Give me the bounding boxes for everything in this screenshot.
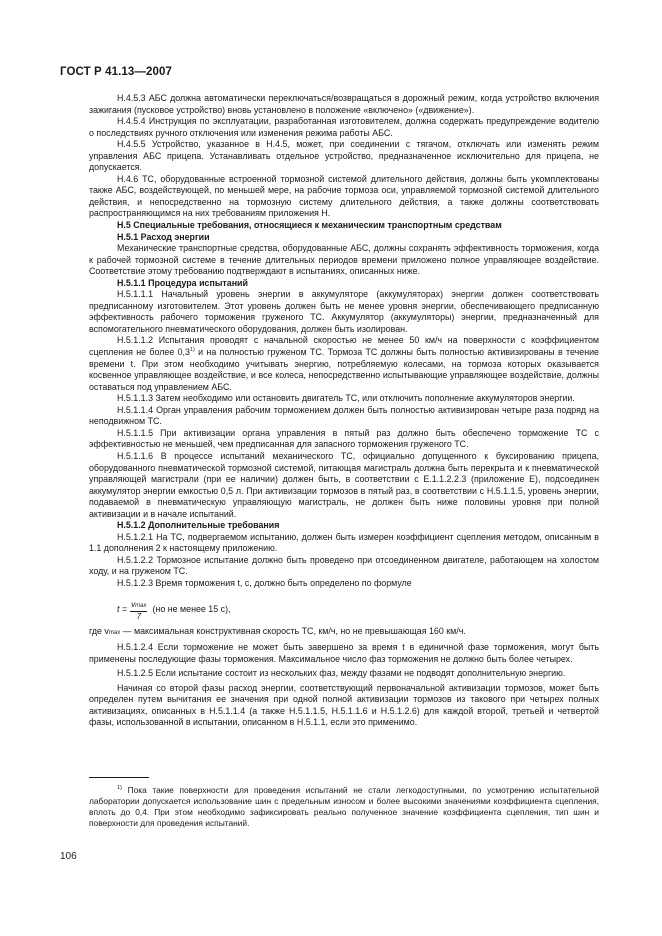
footnote-mark: 1) [117, 785, 122, 792]
paragraph: Н.4.5.5 Устройство, указанное в Н.4.5, может, при соединении с тягачом, отключать или изменять режим управления АБС прицепа. Устанавливать отдельное устройство, предназначенное исключительно для прицепа, не допускается. [89, 139, 599, 173]
main-text [89, 93, 599, 729]
paragraph: Н.5.1.1.3 Затем необходимо или остановить двигатель ТС, или отключить пополнение аккумуляторов энергии. [117, 393, 575, 404]
paragraph: Н.5.1.2.3 Время торможения t, с, должно быть определено по формуле [117, 577, 412, 588]
formula-numerator: vmax [130, 600, 147, 612]
paragraph: Н.4.6 ТС, оборудованные встроенной тормозной системой длительного действия, должны быть укомплектованы также АБС, воздействующей, по меньшей мере, на рабочие тормоза оси, управляемой тормозной системой длительного действия, и непосредственно на тормозную систему длительного действия, а также должны соответствовать распространяющимся на них требованиям приложения Н. [89, 173, 599, 219]
formula-denominator: 7 [136, 611, 142, 621]
document-header: ГОСТ Р 41.13—2007 [60, 66, 172, 78]
section-heading: Н.5.1.1 Процедура испытаний [117, 277, 248, 288]
paragraph: Н.5.1.2.5 Если испытание состоит из нескольких фаз, между фазами не подводят дополнительную энергию. [117, 668, 566, 679]
footnote-text: Пока такие поверхности для проведения испытаний не стали легкодоступными, по усмотрению испытательной лаборатории допускается использование шин с предельным износом и более высокими значениями коэффициента сцепления, вплоть до 0,4. При этом необходимо зафиксировать реально полученное значение коэффициента сцепления, тип шин и поверхности для проведения испытаний. [89, 785, 600, 828]
paragraph: Н.5.1.2.4 Если торможение не может быть завершено за время t в единичной фазе торможения, могут быть применены последующие фазы торможения. Максимальное число фаз торможения не должно быть более четырех. [89, 642, 599, 664]
paragraph: Начиная со второй фазы расход энергии, соответствующий первоначальной активизации тормозов, может быть определен путем вычитания ее значения при одной полной активизации тормозов из такового при четырех полных активизациях, описанных в Н.5.1.1.4 (а также Н.5.1.1.5, Н.5.1.1.6 и Н.5.1.2.6) для каждой второй, третьей и четвертой фазы, использованной в испытании, описанном в Н.5.1.1, если это применимо. [89, 682, 599, 728]
section-heading: Н.5.1 Расход энергии [117, 231, 210, 242]
paragraph: Н.5.1.2.1 На ТС, подвергаемом испытанию, должен быть измерен коэффициент сцепления методом, описанным в 1.1 дополнения 2 к настоящему приложению. [89, 531, 599, 554]
footnote-divider [89, 777, 149, 778]
paragraph: Н.5.1.1.5 При активизации органа управления в пятый раз должно быть обеспечено торможение ТС с эффективностью не меньшей, чем предписанная для запасного торможения груженого ТС. [89, 427, 599, 450]
paragraph: Н.5.1.1.6 В процессе испытаний механического ТС, официально допущенного к буксированию прицепа, оборудованного пневматической тормозной системой, питающая магистраль должна быть перекрыта и к пневматической управляющей магистрали (при ее наличии) должен быть, в соответствии с Е.1.1.2.2.3 (приложение Е), подсоединен аккумулятор энергии емкостью 0,5 л. При активизации тормозов в пятый раз, в соответствии с Н.5.1.1.5, уровень энергии, подаваемой в пневматическую управляющую магистраль, не должен быть ниже половины уровня при полной активизации и в начале испытаний. [89, 450, 599, 519]
paragraph-part: и на полностью груженом ТС. Тормоза ТС должны быть полностью активизированы в течение времени t. При этом необходимо учитывать энергию, потребляемую колесами, на тормоза которых оказывается косвенное управляющее воздействие, и все колеса, непосредственно испытывающие управляющее воздействие, должны оставаться под управлением АБС. [89, 347, 599, 392]
paragraph: Н.4.5.4 Инструкция по эксплуатации, разработанная изготовителем, должна содержать предупреждение водителю о последствиях ручного отключения или изменения режима работы АБС. [89, 116, 599, 138]
formula-lhs: t = [117, 604, 128, 615]
paragraph: Н.5.1.1.1 Начальный уровень энергии в аккумуляторе (аккумуляторах) энергии должен соответствовать предписанному изготовителем. Этот уровень должен быть не менее уровня энергии, обеспечивающего предписанную эффективность рабочего торможения груженого ТС. Аккумулятор (аккумуляторы) энергии, предназначенный для вспомогательного пневматического оборудования, должен быть изолирован. [89, 289, 599, 334]
formula-note: (но не менее 15 с), [152, 604, 231, 615]
paragraph: Н.5.1.2.2 Тормозное испытание должно быть проведено при отсоединенном двигателе, работающем на холостом ходу, и на груженом ТС. [89, 554, 599, 577]
paragraph-part: Н.5.1.1.2 Испытания проводят с начальной скоростью не менее 50 км/ч на поверхности с коэффициентом сцепления не более 0,3 [89, 335, 599, 358]
formula-fraction [130, 600, 147, 621]
section-heading: Н.5.1.2 Дополнительные требования [117, 520, 280, 531]
footnote-ref: 1) [189, 347, 195, 354]
footnote [89, 785, 599, 829]
formula-explanation: где vmax — максимальная конструктивная скорость ТС, км/ч, но не превышающая 160 км/ч. [89, 625, 466, 636]
page-number: 106 [60, 851, 77, 862]
braking-time-formula [117, 600, 599, 621]
paragraph: Н.5.1.1.4 Орган управления рабочим торможением должен быть полностью активизирован четыре раза подряд на неподвижном ТС. [89, 404, 599, 427]
paragraph [89, 335, 599, 393]
paragraph: Механические транспортные средства, оборудованные АБС, должны сохранять эффективность торможения, когда к рабочей тормозной системе в течение длительных периодов времени приложено полное управляющее воздействие. Соответствие этому требованию подтверждают в испытаниях, описанных ниже. [89, 243, 599, 277]
section-heading: Н.5 Специальные требования, относящиеся к механическим транспортным средствам [117, 220, 502, 231]
paragraph: Н.4.5.3 АБС должна автоматически переключаться/возвращаться в дорожный режим, когда устройство включения зажигания (пусковое устройство) вновь установлено в положение «включено» («движение»). [89, 93, 599, 115]
